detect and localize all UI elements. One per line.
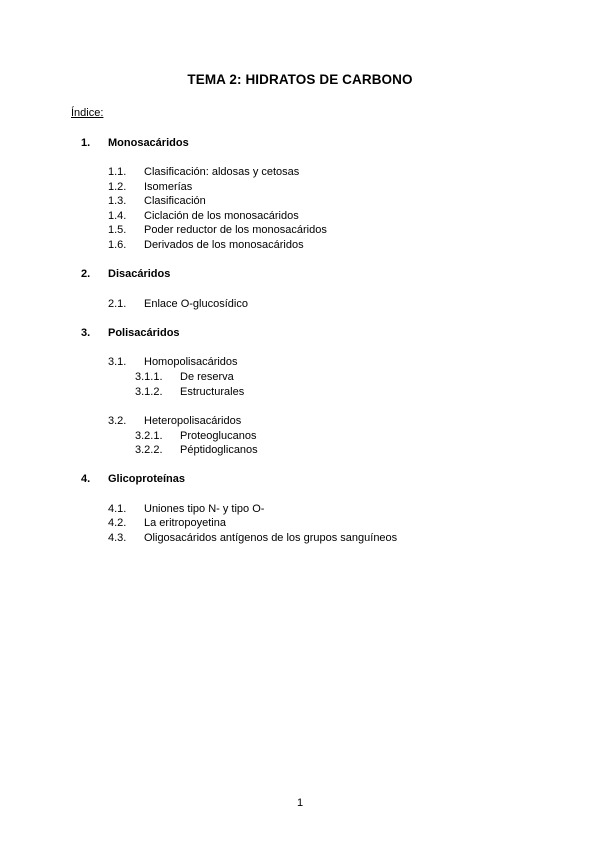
item-label: Isomerías	[144, 181, 193, 193]
subitem-number: 3.1.2.	[135, 386, 163, 398]
section-number: 3.	[81, 327, 91, 339]
section-number: 1.	[81, 137, 91, 149]
toc-item	[108, 181, 192, 193]
toc-item	[108, 195, 206, 207]
item-label: Poder reductor de los monosacáridos	[144, 224, 327, 236]
item-label: Clasificación	[144, 195, 206, 207]
document-title: TEMA 2: HIDRATOS DE CARBONO	[187, 72, 413, 87]
item-number: 1.1.	[108, 166, 127, 178]
subitem-label: Péptidoglicanos	[180, 444, 258, 456]
item-label: Clasificación: aldosas y cetosas	[144, 166, 300, 178]
subitem-number: 3.2.2.	[135, 444, 163, 456]
toc-item	[108, 356, 238, 368]
item-label: Heteropolisacáridos	[144, 415, 242, 427]
toc-item	[108, 415, 241, 427]
item-number: 2.1.	[108, 298, 127, 310]
toc-subitem	[135, 444, 258, 456]
item-number: 3.2.	[108, 415, 127, 427]
item-number: 4.3.	[108, 532, 127, 544]
section-number: 4.	[81, 473, 91, 485]
subitem-number: 3.2.1.	[135, 430, 163, 442]
item-number: 4.1.	[108, 503, 127, 515]
item-label: Uniones tipo N- y tipo O-	[144, 503, 265, 515]
section-heading-4	[81, 473, 185, 485]
item-number: 1.5.	[108, 224, 127, 236]
toc-item	[108, 298, 248, 310]
section-heading-2	[81, 268, 170, 280]
section-title: Disacáridos	[108, 268, 171, 280]
item-number: 1.4.	[108, 210, 127, 222]
item-label: Enlace O-glucosídico	[144, 298, 248, 310]
toc-subitem	[135, 386, 244, 398]
item-label: Derivados de los monosacáridos	[144, 239, 304, 251]
index-label: Índice:	[71, 107, 104, 119]
subitem-label: Estructurales	[180, 386, 245, 398]
item-number: 1.2.	[108, 181, 127, 193]
toc-item	[108, 210, 299, 222]
toc-item	[108, 239, 304, 251]
item-number: 4.2.	[108, 517, 127, 529]
item-number: 3.1.	[108, 356, 127, 368]
page-number: 1	[296, 797, 304, 809]
toc-subitem	[135, 371, 234, 383]
toc-item	[108, 224, 327, 236]
item-label: Oligosacáridos antígenos de los grupos sanguíneos	[144, 532, 398, 544]
item-label: La eritropoyetina	[144, 517, 226, 529]
toc-subitem	[135, 430, 256, 442]
subitem-number: 3.1.1.	[135, 371, 163, 383]
section-title: Glicoproteínas	[108, 473, 186, 485]
item-number: 1.6.	[108, 239, 127, 251]
toc-item	[108, 532, 397, 544]
section-heading-1	[81, 137, 189, 149]
item-label: Ciclación de los monosacáridos	[144, 210, 299, 222]
subitem-label: Proteoglucanos	[180, 430, 257, 442]
toc-item	[108, 517, 226, 529]
toc-item	[108, 503, 264, 515]
toc-item	[108, 166, 299, 178]
section-title: Polisacáridos	[108, 327, 180, 339]
section-heading-3	[81, 327, 180, 339]
subitem-label: De reserva	[180, 371, 234, 383]
section-title: Monosacáridos	[108, 137, 189, 149]
section-number: 2.	[81, 268, 91, 280]
item-label: Homopolisacáridos	[144, 356, 238, 368]
item-number: 1.3.	[108, 195, 127, 207]
